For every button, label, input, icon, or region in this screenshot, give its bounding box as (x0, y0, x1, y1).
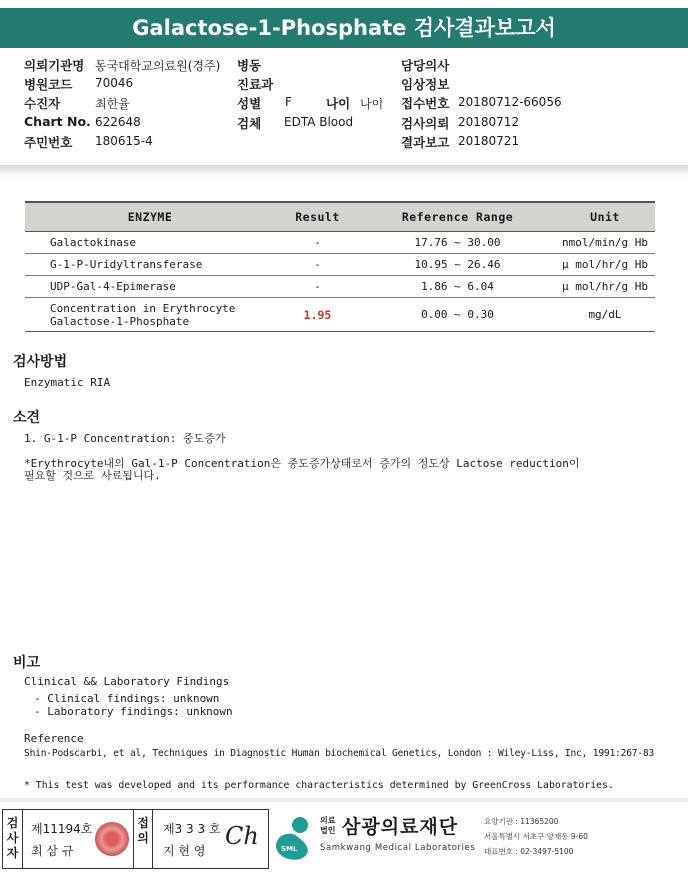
remarks-line-2: - Clinical findings: unknown (34, 692, 220, 705)
result-cell: - (275, 254, 360, 276)
header-reference-range: Reference Range (360, 202, 555, 232)
remarks-line-3: - Laboratory findings: unknown (34, 705, 233, 718)
patient-label: 수진자 (24, 96, 61, 111)
sex-label: 성별 (237, 96, 262, 111)
enzyme-cell: G-1-P-Uridyltransferase (25, 254, 275, 276)
unit-cell: nmol/min/g Hb (555, 232, 655, 254)
result-cell: - (275, 232, 360, 254)
sml-logo-icon (272, 813, 316, 861)
table-row (25, 276, 655, 298)
tester-license-no: 제11194호 (31, 822, 93, 836)
accession-value: 20180712-66056 (458, 95, 562, 109)
header-unit: Unit (555, 202, 655, 232)
report-title: Galactose-1-Phosphate 검사결과보고서 (0, 8, 688, 48)
signature-box (2, 809, 269, 869)
lab-phone: 대표번호 : 02-3497-5100 (484, 847, 574, 856)
findings-title: 소견 (13, 410, 41, 426)
corp-line-1: 의료 (320, 816, 336, 825)
reviewer-name: 지 현 영 (163, 844, 206, 858)
reference-text: Shin-Podscarbi, et al, Techniques in Diagnostic Human biochemical Genetics, London : Wiley-Liss, Inc, 1991:267-83 (24, 748, 655, 759)
reviewer-label (133, 810, 153, 868)
chart-no-label: Chart No. (24, 114, 91, 129)
department-label: 진료과 (237, 77, 274, 92)
tester-label-text: 검사자 (6, 816, 19, 860)
clinical-info-label: 임상정보 (401, 77, 450, 92)
lab-name-english: Samkwang Medical Laboratories (320, 843, 476, 853)
result-cell (275, 298, 360, 332)
official-seal-stamp (95, 822, 129, 856)
lab-code: 요양기관 : 11365200 (484, 817, 559, 826)
report-date-label: 결과보고 (401, 135, 450, 150)
institution-value: 동국대학교의료원(경주) (95, 59, 221, 73)
reviewer-label-text: 접의 (137, 816, 149, 845)
hospital-code-label: 병원코드 (24, 77, 73, 92)
header-enzyme: ENZYME (25, 202, 275, 232)
result-cell: - (275, 276, 360, 298)
enzyme-cell (25, 298, 275, 332)
table-row (25, 232, 655, 254)
sex-value: F (285, 95, 292, 109)
resident-no-value: 180615-4 (95, 134, 153, 148)
request-date-label: 검사의뢰 (401, 116, 450, 131)
method-title: 검사방법 (13, 354, 68, 370)
ward-label: 병동 (237, 58, 262, 73)
header-result: Result (275, 202, 360, 232)
validation-note: * This test was developed and its performance characteristics determined by GreenCross Laboratories. (24, 780, 614, 791)
high-result-value: 1.95 (303, 307, 332, 322)
reviewer-license-no: 제3 3 3 호 (163, 822, 221, 836)
lab-address: 서울특별시 서초구 양재동 9-60 (484, 832, 588, 841)
section-divider (0, 165, 688, 179)
findings-line-1: 1. G-1-P Concentration: 중도증가 (24, 432, 226, 445)
request-date-value: 20180712 (458, 115, 520, 129)
enzyme-cell: Galactokinase (25, 232, 275, 254)
hospital-code-value: 70046 (95, 76, 134, 90)
findings-line-2: *Erythrocyte내의 Gal-1-P Concentration은 중도증가상태로서 증가의 정도상 Lactose reduction이 (24, 457, 580, 470)
enzyme-line-1: Concentration in Erythrocyte (50, 301, 236, 315)
range-cell: 1.86 ~ 6.04 (360, 276, 555, 298)
handwritten-signature: Ch (225, 822, 259, 850)
range-cell: 17.76 ~ 30.00 (360, 232, 555, 254)
institution-label: 의뢰기관명 (24, 58, 85, 73)
method-text: Enzymatic RIA (24, 376, 111, 389)
resident-no-label: 주민번호 (24, 135, 73, 150)
patient-value: 최한율 (95, 97, 130, 111)
lab-name: 삼광의료재단 (342, 816, 459, 838)
results-table (25, 201, 655, 332)
table-header-row (25, 202, 655, 232)
tester-name: 최 삼 규 (31, 844, 74, 858)
age-label: 나이 (326, 96, 351, 111)
remarks-line-1: Clinical && Laboratory Findings (24, 675, 230, 688)
unit-cell: mg/dL (555, 298, 655, 332)
enzyme-line-2: Galactose-1-Phosphate (50, 314, 190, 328)
reference-title: Reference (24, 732, 84, 745)
unit-cell: μ mol/hr/g Hb (555, 276, 655, 298)
report-date-value: 20180721 (458, 134, 520, 148)
age-value: 나이 (360, 97, 384, 111)
accession-label: 접수번호 (401, 96, 450, 111)
range-cell: 10.95 ~ 26.46 (360, 254, 555, 276)
enzyme-cell: UDP-Gal-4-Epimerase (25, 276, 275, 298)
logo-badge-text: SML (281, 845, 298, 853)
tester-label (3, 810, 23, 868)
findings-line-3: 필요할 것으로 사료됩니다. (24, 469, 161, 482)
physician-label: 담당의사 (401, 58, 450, 73)
range-cell: 0.00 ~ 0.30 (360, 298, 555, 332)
specimen-value: EDTA Blood (284, 115, 354, 129)
remarks-title: 비고 (13, 655, 41, 671)
corp-line-2: 법인 (320, 826, 336, 835)
chart-no-value: 622648 (95, 115, 141, 129)
unit-cell: μ mol/hr/g Hb (555, 254, 655, 276)
specimen-label: 검체 (237, 116, 262, 131)
table-row (25, 298, 655, 332)
table-row (25, 254, 655, 276)
footer-divider (0, 798, 688, 802)
